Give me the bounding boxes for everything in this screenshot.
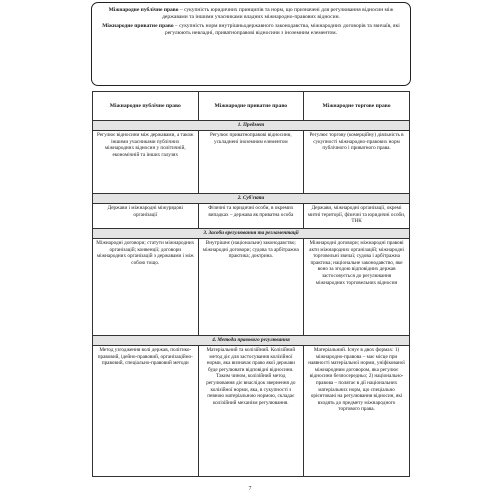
public-law-text: – сукупність юридичних принципів та норм, що призначені для регулювання відносин між державами та іншими учасниками владних міжнародно-правових відносин. — [162, 7, 394, 21]
header-public-law: Міжнародне публічне право — [93, 92, 199, 121]
table-cell: Регулює торгову (комерційну) діяльність в сукупності міжнародно-правових норм публічного і приватного права. — [304, 131, 410, 194]
public-law-term: Міжнародне публічне право — [108, 7, 179, 13]
definitions-box — [91, 2, 411, 86]
table-cell: Міжнародні договори; статути міжнародних організацій; конвенції; договори міжнародних організацій з державами і між собою тощо. — [93, 239, 199, 336]
table-cell: Метод узгодження волі держав, політико-правовий, ідейно-правовий, організаційно-правовий, спеціально-правовий методи — [93, 346, 199, 477]
private-law-term: Міжнародне приватне право — [102, 22, 174, 29]
table-cell: Міжнародні договори; міжнародні правові акти міжнародних організацій; міжнародні торговельні звичаї; судова і арбітражна практика; національне законодавство, яке воно за згодою відповідних держав застосовується до регулювання міжнародних торговельних відносин — [304, 239, 410, 336]
section-subjects-title: 2. Суб'єкти — [93, 194, 410, 204]
section-means-title: 3. Засоби врегулювання та регламентації — [93, 229, 410, 239]
header-private-law: Міжнародне приватне право — [198, 92, 304, 121]
section-title-row — [93, 336, 410, 346]
section-subject-title: 1. Предмет — [93, 121, 410, 131]
table-row — [93, 204, 410, 229]
table-cell: Матеріальний. Існує в двох формах: 1) міжнародно-правова – має місце при наявності матеріальної норми, уніфікованої міжнародним договором, яка регулює відносини безпосередньо; 2) національно-правова – полягає в дії національних матеріальних норм, що спеціально орієнтовані на регулювання відносин, які входять до предмету міжнародного торгового права. — [304, 346, 410, 477]
table-cell: Держави і міжнародні міжурядові організації — [93, 204, 199, 229]
private-law-text: – сукупність норм внутрішньодержавного законодавства, міжнародних договорів та звичаїв, які регулюють невладні, приватноправові відносини з іноземним елементом. — [164, 22, 400, 37]
table-cell: Регулює відносини між державами, а також іншими учасниками публічних міжнародних відносин у політичній, економічній та інших галузях — [93, 131, 199, 194]
section-title-row — [93, 194, 410, 204]
table-row — [93, 346, 410, 477]
table-cell: Держави, міжнародні організації, окремі митні території, фізичні та юридичні особи, ТНК — [304, 204, 410, 229]
table-header-row — [93, 92, 410, 121]
header-trade-law: Міжнародне торгове право — [304, 92, 410, 121]
private-law-definition — [99, 23, 403, 38]
page-number: 7 — [248, 486, 252, 492]
table-cell: Фізичні та юридичні особи, в окремих випадках – держава як приватна особа — [198, 204, 304, 229]
table-row — [93, 239, 410, 336]
table-row — [93, 131, 410, 194]
section-title-row — [93, 229, 410, 239]
table-cell: Матеріальний та колізійний. Колізійний метод діє для застосування колізійної норми, яка визначає право якої держави буде регулювати відповідні відносини. Таким чином, колізійний метод регулювання діє внаслідок звернення до колізійної норми, яка, в сукупності з певною матеріальною нормою, складає колізійний механізм регулювання. — [198, 346, 304, 477]
section-methods-title: 4. Методи правового регулювання — [93, 336, 410, 346]
comparison-table — [92, 91, 410, 477]
table-cell: Внутрішнє (національне) законодавство; міжнародні договори; судова та арбітражна практика; доктрина. — [198, 239, 304, 336]
public-law-definition — [99, 7, 403, 22]
section-title-row — [93, 121, 410, 131]
table-cell: Регулює приватноправові відносини, ускладнені іноземним елементом — [198, 131, 304, 194]
